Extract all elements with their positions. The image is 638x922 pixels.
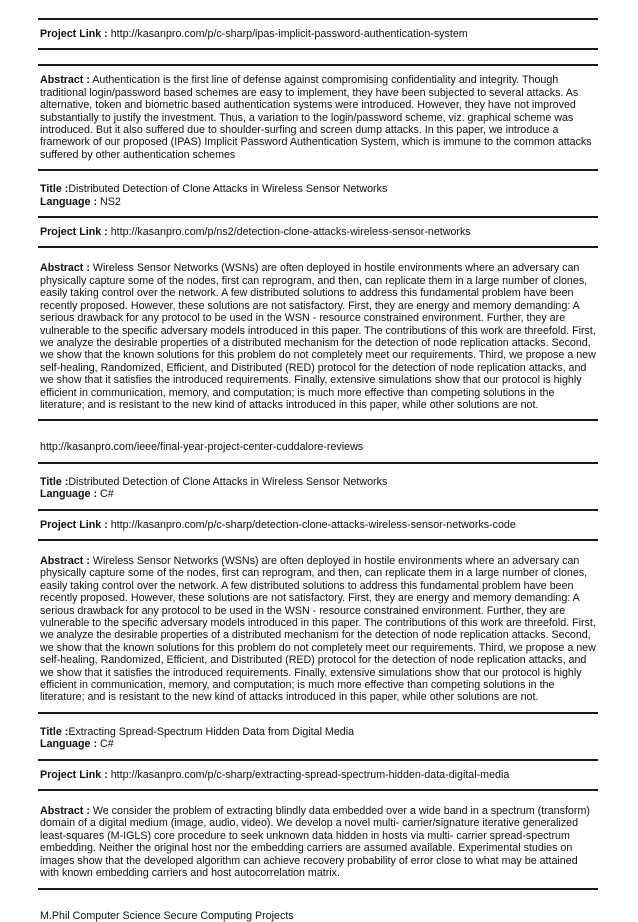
project-link-row — [38, 28, 598, 40]
project-link-label: Project Link : — [40, 518, 108, 531]
language-label: Language : — [40, 488, 98, 501]
title-row — [38, 183, 598, 195]
abstract-block — [38, 555, 598, 704]
language-label: Language : — [40, 738, 98, 751]
document-page — [38, 18, 598, 922]
abstract-label: Abstract : — [40, 262, 90, 275]
abstract-text: Wireless Sensor Networks (WSNs) are often deployed in hostile environments where an adversary can physically capture some of the nodes, first can reprogram, and then, can replicate them in a large number of clones, easily taking control over the network. A few distributed solutions to address this fundamental problem have been recently proposed. However, these solutions are not satisfactory. First, they are energy and memory demanding: A serious drawback for any protocol to be used in the WSN - resource constrained environment. Further, they are vulnerable to the specific adversary models introduced in this paper. The contributions of this work are threefold. First, we analyze the desirable properties of a distributed mechanism for the detection of node replication attacks. Second, we show that the known solutions for this problem do not completely meet our requirements. Third, we propose a new self-healing, Randomized, Efficient, and Distributed (RED) protocol for the detection of node replication attacks, and we show that it satisfies the introduced requirements. Finally, extensive simulations show that our protocol is highly efficient in communication, memory, and computation; is much more effective than competing solutions in the literature; and is resistant to the new kind of attacks introduced in this paper, while other solutions are not. — [40, 262, 596, 411]
project-link-row — [38, 226, 598, 238]
review-link[interactable]: http://kasanpro.com/ieee/final-year-project-center-cuddalore-reviews — [40, 441, 364, 454]
abstract-label: Abstract : — [40, 74, 90, 87]
language-row — [38, 488, 598, 500]
title-text: Distributed Detection of Clone Attacks in Wireless Sensor Networks — [68, 183, 388, 196]
abstract-label: Abstract : — [40, 554, 90, 567]
language-value: NS2 — [100, 195, 121, 208]
title-text: Distributed Detection of Clone Attacks in Wireless Sensor Networks — [68, 475, 388, 488]
language-value: C# — [100, 738, 114, 751]
language-label: Language : — [40, 195, 98, 208]
language-value: C# — [100, 488, 114, 501]
title-row — [38, 726, 598, 738]
title-row — [38, 476, 598, 488]
language-row — [38, 738, 598, 750]
project-link-url[interactable]: http://kasanpro.com/p/c-sharp/detection-clone-attacks-wireless-sensor-networks-code — [110, 518, 516, 531]
project-link-label: Project Link : — [40, 768, 108, 781]
project-link-row — [38, 769, 598, 781]
abstract-text: Wireless Sensor Networks (WSNs) are often deployed in hostile environments where an adversary can physically capture some of the nodes, first can reprogram, and then, can replicate them in a large number of clones, easily taking control over the network. A few distributed solutions to address this fundamental problem have been recently proposed. However, these solutions are not satisfactory. First, they are energy and memory demanding: A serious drawback for any protocol to be used in the WSN - resource constrained environment. Further, they are vulnerable to the specific adversary models introduced in this paper. The contributions of this work are threefold. First, we analyze the desirable properties of a distributed mechanism for the detection of node replication attacks. Second, we show that the known solutions for this problem do not completely meet our requirements. Third, we propose a new self-healing, Randomized, Efficient, and Distributed (RED) protocol for the detection of node replication attacks, and we show that it satisfies the introduced requirements. Finally, extensive simulations show that our protocol is highly efficient in communication, memory, and computation; is much more effective than competing solutions in the literature; and is resistant to the new kind of attacks introduced in this paper, while other solutions are not. — [40, 554, 596, 704]
title-label: Title : — [40, 475, 69, 488]
page-footer: M.Phil Computer Science Secure Computing Projects — [40, 909, 294, 922]
abstract-block — [38, 262, 598, 411]
project-link-label: Project Link : — [40, 28, 108, 40]
title-text: Extracting Spread-Spectrum Hidden Data from Digital Media — [68, 725, 355, 738]
project-link-url[interactable]: http://kasanpro.com/p/c-sharp/extracting-spread-spectrum-hidden-data-digital-media — [110, 768, 510, 781]
abstract-text: Authentication is the first line of defense against compromising confidentiality and integrity. Though traditional login/password based schemes are easy to implement, they have been subjected to several attacks. As alternative, token and biometric based authentication systems were introduced. However, they have not improved substantially to justify the investment. Thus, a variation to the login/password scheme, viz. graphical scheme was introduced. But it also suffered due to shoulder-surfing and screen dump attacks. In this paper, we introduce a framework of our proposed (IPAS) Implicit Password Authentication System, which is immune to the common attacks suffered by other authentication schemes — [40, 74, 592, 161]
abstract-block — [38, 805, 598, 879]
project-link-label: Project Link : — [40, 226, 108, 239]
title-label: Title : — [40, 725, 69, 738]
project-link-row — [38, 519, 598, 531]
abstract-text: We consider the problem of extracting blindly data embedded over a wide band in a spectrum (transform) domain of a digital medium (image, audio, video). We develop a novel multi- carrier/signature iterative generalized least-squares (M-IGLS) core procedure to seek unknown data hidden in hosts via multi- carrier spread-spectrum embedding. Neither the original host nor the embedding carriers are assumed available. Experimental studies on images show that the developed algorithm can achieve recovery probability of error close to what may be attained with known embedding carriers and host autocorrelation matrix. — [40, 805, 590, 880]
abstract-block — [38, 74, 598, 161]
title-label: Title : — [40, 183, 69, 196]
project-link-url[interactable]: http://kasanpro.com/p/ns2/detection-clone-attacks-wireless-sensor-networks — [110, 226, 471, 239]
abstract-label: Abstract : — [40, 805, 90, 818]
language-row — [38, 196, 598, 208]
project-link-url[interactable]: http://kasanpro.com/p/c-sharp/ipas-implicit-password-authentication-system — [110, 28, 468, 40]
